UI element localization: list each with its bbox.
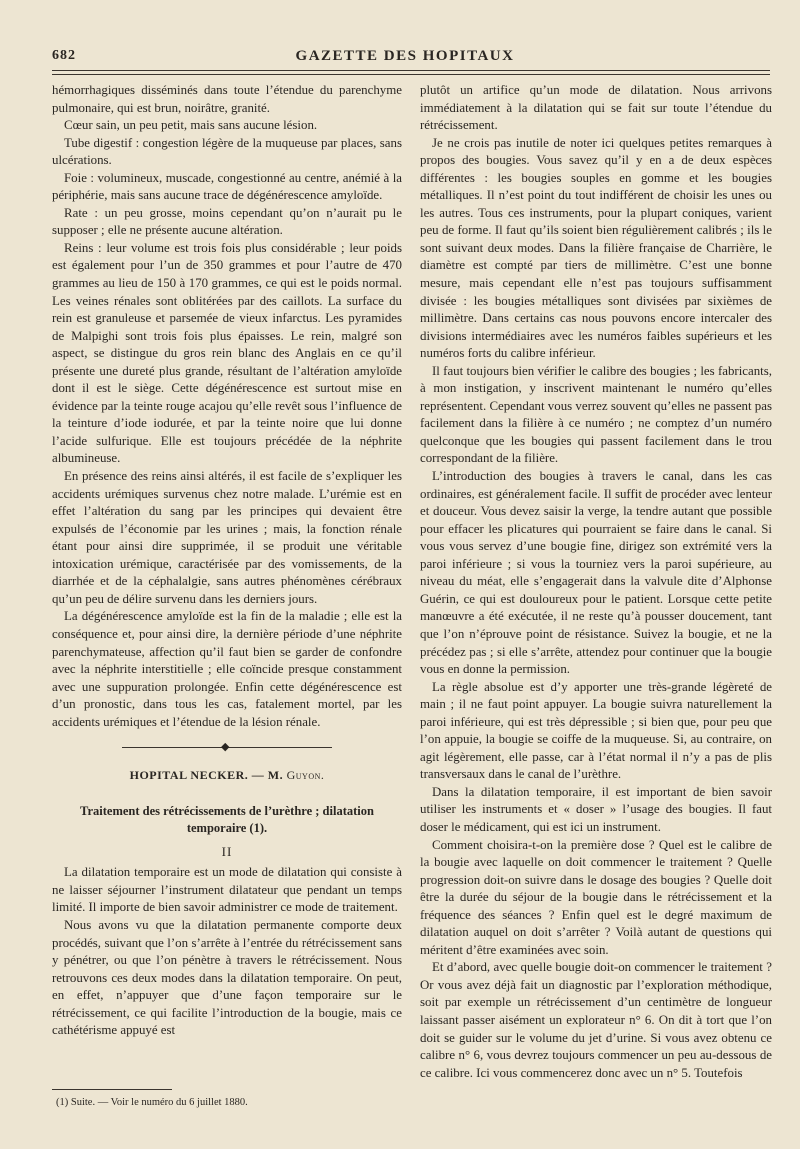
paragraph: Tube digestif : congestion légère de la muqueuse par places, sans ulcérations. <box>52 135 402 168</box>
hospital-name: HOPITAL NECKER. — M. <box>129 768 284 783</box>
paragraph: Foie : volumineux, muscade, congestionné au centre, anémié à la périphérie, mais sans aucune trace de dégénérescence amyloïde. <box>52 170 402 203</box>
paragraph: Nous avons vu que la dilatation permanente comporte deux procédés, suivant que l’on s’arrête à l’entrée du rétrécissement sans y pénétrer, ou que l’on pénètre à travers le rétrécissement. Nous retrouvons ces deux modes dans la dilatation temporaire. On peut, en effet, n’appuyer que d’une façon temporaire sur le rétrécissement, ce qui facilite l’introduction de la bougie, mais ce cathétérisme appuyé est <box>52 917 402 1038</box>
paragraph: hémorrhagiques disséminés dans toute l’étendue du parenchyme pulmonaire, qui est brun, noirâtre, granité. <box>52 83 402 115</box>
paragraph: Dans la dilatation temporaire, il est important de bien savoir utiliser les instruments et « doser » l’usage des bougies. Il faut doser le médicament, qui est ici un instrument. <box>420 784 772 834</box>
paragraph: La dilatation temporaire est un mode de dilatation qui consiste à ne laisser séjourner l’instrument dilatateur que pendant un temps limité. Il importe de bien savoir administrer ce mode de traitement. <box>52 865 402 915</box>
section-heading <box>52 767 402 785</box>
paragraph: Rate : un peu grosse, moins cependant qu’on n’aurait pu le supposer ; elle ne présente aucune altération. <box>52 205 402 238</box>
left-column <box>52 82 402 1040</box>
paragraph: Et d’abord, avec quelle bougie doit-on commencer le traitement ? Or vous avez déjà fait un diagnostic par l’exploration méthodique, soit par exemple un rétrécissement d’un centimètre de longueur laissant passer aisément un explorateur n° 6. On dit à tort que l’on doit se guider sur le volume du jet d’urine. Si vous avez obtenu ce calibre n° 6, vous devrez toujours commencer un peu au-dessous de ce calibre. Ici vous commencerez donc avec un n° 5. Toutefois <box>420 960 772 1080</box>
paragraph: La règle absolue est d’y apporter une très-grande légèreté de main ; il ne faut point appuyer. La bougie suivra naturellement la paroi inférieure, qui est très dépressible ; si bien que, pour peu que l’on appuie, la bougie se coiffe de la muqueuse. Si, au contraire, on agit légèrement, elle passe, car à l’état normal il n’y a pas de plis transversaux dans le canal de l’urèthre. <box>420 679 772 782</box>
paragraph: Je ne crois pas inutile de noter ici quelques petites remarques à propos des bougies. Vous savez qu’il y en a de deux espèces différentes : les bougies souples en gomme et les bougies métalliques. Il n’est point du tout indifférent de choisir les unes ou les autres. Tous ces instruments, pour la plupart coniques, varient peu de forme. Il faut qu’ils soient bien régulièrement calibrés ; ils le sont suivant deux modes. Dans la filière française de Charrière, le diamètre est compté par tiers de millimètre. C’est une bonne mesure, mais cependant elle n’est pas toujours suffisamment divisée : les bougies métalliques sont divisées par sixièmes de millimètre. Dans certains cas nous pouvons encore intercaler des divisions intermédiaires avec les numéros faibles supérieurs et les numéros forts du calibre inférieur. <box>420 135 772 361</box>
journal-title: GAZETTE DES HOPITAUX <box>295 48 515 64</box>
right-column <box>420 82 772 1082</box>
footnote: (1) Suite. — Voir le numéro du 6 juillet 1880. <box>56 1097 248 1108</box>
paragraph: L’introduction des bougies à travers le canal, dans les cas ordinaires, est généralement facile. Il suffit de procéder avec lenteur et douceur. Vous devez saisir la verge, la tendre autant que possible pour effacer les plicatures qui pourraient se faire dans le canal. Si vous vous servez d’une bougie fine, dirigez son extrémité vers la paroi inférieure ; si vous la tourniez vers la paroi supérieure, au niveau du méat, elle s’engagerait dans la valvule dite d’Alphonse Guérin, ce qui est douloureux pour le patient. Lorsque cette petite manœuvre a été exécutée, il ne reste qu’à pousser doucement, tant que l’on n’éprouve point de résistance. Suivez la bougie, et ne la précédez pas ; si elle s’arrête, attendez pour continuer que la bougie vous en donne la permission. <box>420 469 772 677</box>
section-divider <box>122 741 332 754</box>
page-number: 682 <box>52 48 76 63</box>
header-rule-bottom <box>52 74 770 75</box>
paragraph: La dégénérescence amyloïde est la fin de la maladie ; elle est la conséquence et, pour ainsi dire, la dernière période d’une néphrite parenchymateuse, affection qu’il faut bien se garder de confondre avec la néphrite interstitielle ; elle coïncide presque constamment avec une suppuration prolongée. Enfin cette dégénérescence est d’un pronostic, dans tous les cas, fatalement mortel, par les accidents urémiques et l’étendue de la lésion rénale. <box>52 609 402 729</box>
page-header <box>40 44 770 70</box>
paragraph: En présence des reins ainsi altérés, il est facile de s’expliquer les accidents urémiques survenus chez notre malade. L’urémie est en effet l’altération du sang par les principes qui devaient être expulsés de l’économie par les urines ; mais, la fonction rénale étant pour ainsi dire supprimée, il se produit une véritable intoxication urémique, caractérisée par des vomissements, de la diarrhée et de la céphalalgie, sans autres phénomènes cérébraux qu’un peu de délire survenu dans les derniers jours. <box>52 469 402 606</box>
footnote-rule <box>52 1089 172 1090</box>
doctor-name: Guyon. <box>286 768 325 783</box>
part-numeral: II <box>221 843 233 859</box>
paragraph: Comment choisira-t-on la première dose ? Quel est le calibre de la bougie avec laquelle on doit commencer le traitement ? Quelle progression doit-on suivre dans le dosage des bougies ? Quelle doit être la durée du séjour de la bougie dans le rétrécissement et la fréquence des séances ? Enfin quel est le degré maximum de dilatation auquel on doit s’arrêter ? Voilà autant de questions qui méritent d’être examinées avec soin. <box>420 837 772 957</box>
ornament-icon: ◆ <box>221 741 230 754</box>
paragraph: Reins : leur volume est trois fois plus considérable ; leur poids est également pour l’un de 350 grammes et pour l’autre de 470 grammes au lieu de 150 à 170 grammes, ce qui est le poids normal. Les veines rénales sont oblitérées par des caillots. La surface du rein est granuleuse et parsemée de vieux infarctus. Les pyramides de Malpighi sont trois fois plus épaisses. Le rein, malgré son aspect, se distingue du gros rein blanc des Anglais en ce qu’il présente une dureté plus grande, résultant de l’altération amyloïde dont il est le siège. Cette dégénérescence est surtout mise en évidence par la teinte rouge acajou qu’elle revêt sous l’influence de la teinture d’iode iodurée, et par la teinte noire que lui donne l’acide sulfurique. Elle est toujours précédée de la néphrite albumineuse. <box>52 240 402 466</box>
paragraph: Il faut toujours bien vérifier le calibre des bougies ; les fabricants, à mon instigation, y inscrivent maintenant le numéro qu’elles représentent. Cependant vous verrez souvent qu’elles ne passent pas facilement dans la filière à ce numéro ; ne comptez d’un numéro quelconque que les bougies qui passent facilement dans le trou correspondant de la filière. <box>420 363 772 466</box>
header-rule-top <box>52 70 770 71</box>
paragraph: plutôt un artifice qu’un mode de dilatation. Nous arrivons immédiatement à la dilatation qui se fait sur toute l’étendue du rétrécissement. <box>420 83 772 133</box>
paragraph: Cœur sain, un peu petit, mais sans aucune lésion. <box>64 118 318 133</box>
article-title: Traitement des rétrécissements de l’urèthre ; dilatation temporaire (1). <box>80 803 374 835</box>
